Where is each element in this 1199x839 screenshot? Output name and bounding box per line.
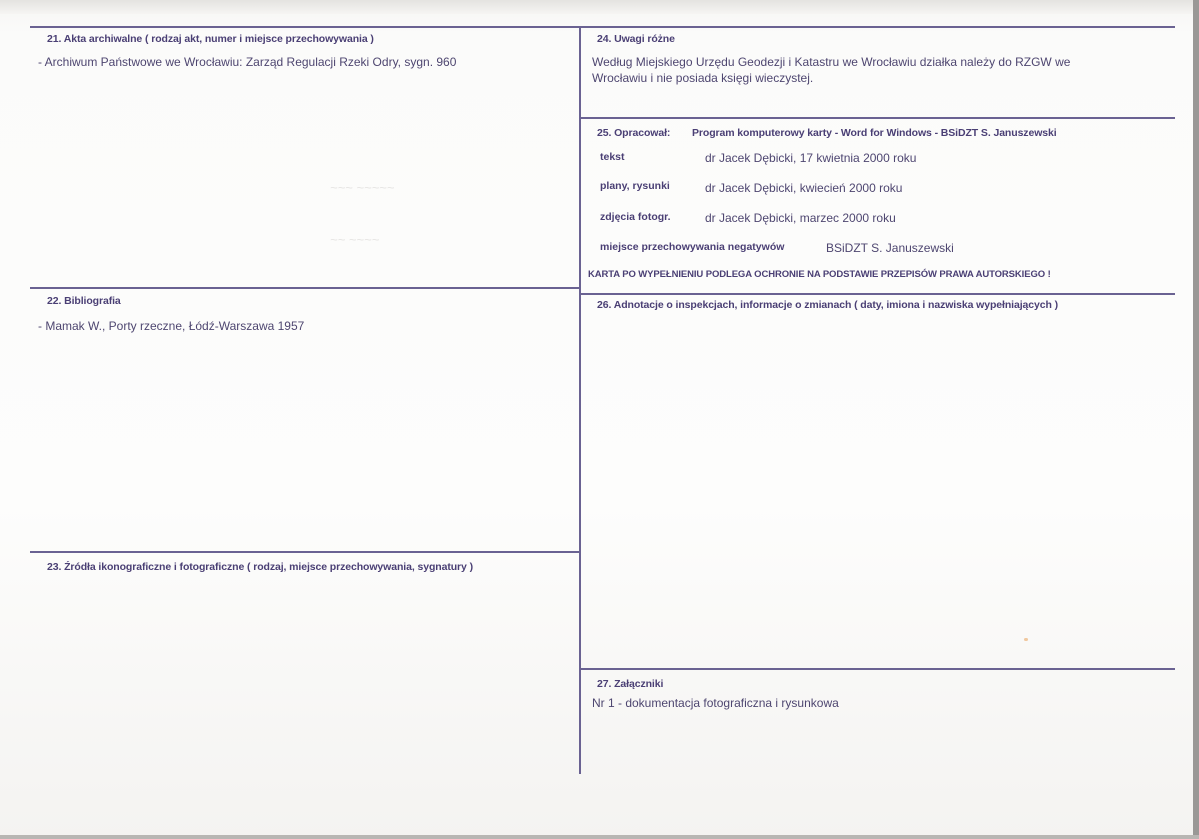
author-row-value: dr Jacek Dębicki, 17 kwietnia 2000 roku	[705, 151, 917, 165]
section-23-heading: 23. Źródła ikonograficzne i fotograficzne ( rodzaj, miejsce przechowywania, sygnatury )	[47, 561, 473, 573]
section-26-heading: 26. Adnotacje o inspekcjach, informacje o zmianach ( daty, imiona i nazwiska wypełniających )	[597, 299, 1059, 311]
author-row-value: dr Jacek Dębicki, marzec 2000 roku	[705, 211, 896, 225]
section-25-program: Program komputerowy karty - Word for Windows - BSiDZT S. Januszewski	[692, 127, 1057, 139]
section-22-heading: 22. Bibliografia	[47, 295, 121, 307]
author-row-label: zdjęcia fotogr.	[600, 211, 671, 223]
bleed-through-mark: ~~~ ~~~~~	[330, 180, 395, 195]
bleed-through-mark: ~~ ~~~~	[330, 232, 380, 247]
section-24-text-line-2: Wrocławiu i nie posiada księgi wieczystej.	[592, 71, 814, 85]
section-22-text: - Mamak W., Porty rzeczne, Łódź-Warszawa 1957	[38, 319, 305, 333]
divider-21-22	[30, 287, 580, 289]
section-21-heading: 21. Akta archiwalne ( rodzaj akt, numer i miejsce przechowywania )	[47, 33, 374, 45]
stain-mark	[1024, 638, 1028, 641]
section-24-heading: 24. Uwagi różne	[597, 33, 675, 45]
copyright-notice: KARTA PO WYPEŁNIENIU PODLEGA OCHRONIE NA PODSTAWIE PRZEPISÓW PRAWA AUTORSKIEGO !	[588, 269, 1051, 280]
negatives-value: BSiDZT S. Januszewski	[826, 241, 954, 255]
center-divider-line	[579, 26, 581, 774]
scan-edge-bottom	[0, 835, 1199, 839]
divider-26-27	[581, 668, 1175, 670]
negatives-label: miejsce przechowywania negatywów	[600, 241, 785, 253]
author-row-label: plany, rysunki	[600, 180, 670, 192]
divider-24-25	[581, 117, 1175, 119]
scan-edge-right	[1193, 0, 1199, 839]
section-27-heading: 27. Załączniki	[597, 678, 664, 690]
scan-edge-top	[0, 0, 1199, 14]
divider-25-26	[581, 293, 1175, 295]
author-row-value: dr Jacek Dębicki, kwiecień 2000 roku	[705, 181, 903, 195]
section-24-text-line-1: Według Miejskiego Urzędu Geodezji i Katastru we Wrocławiu działka należy do RZGW we	[592, 55, 1071, 69]
section-25-heading: 25. Opracował:	[597, 127, 671, 139]
divider-22-23	[30, 551, 580, 553]
top-border-line	[30, 26, 1175, 28]
section-21-text: - Archiwum Państwowe we Wrocławiu: Zarząd Regulacji Rzeki Odry, sygn. 960	[38, 55, 457, 69]
section-27-text: Nr 1 - dokumentacja fotograficzna i rysunkowa	[592, 696, 839, 710]
author-row-label: tekst	[600, 151, 625, 163]
